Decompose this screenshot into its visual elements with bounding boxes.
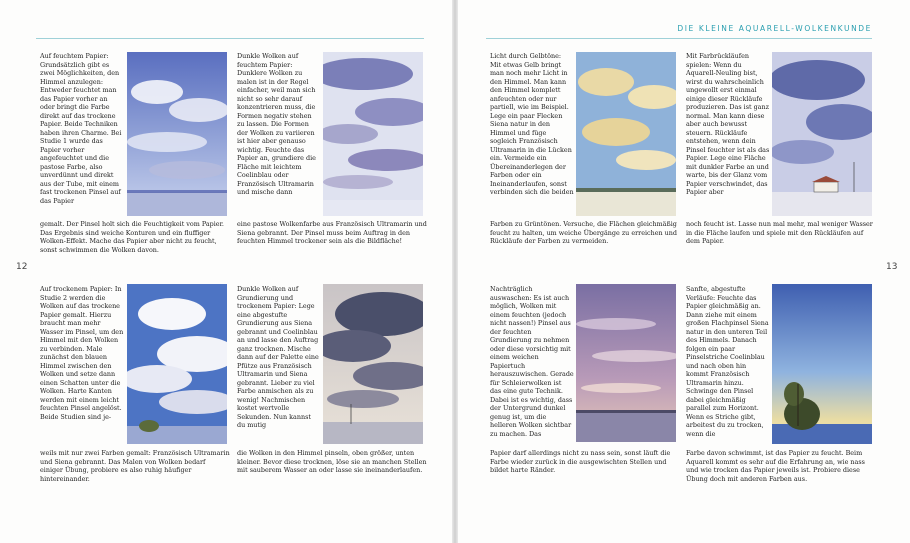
section-text: Es ist auch möglich, Wolken mit einem feuchten (jedoch nicht nassen!) Pinsel aus der feuchten Grundierung zu nehmen oder diese vorsichtig mit einem weichen Papiertuch herauszuwischen. Gerade für Schleierwolken ist das eine gute Technik. Dabei ist es wichtig, dass der Untergrund dunkel genug ist, um die helleren Wolken sichtbar zu machen. Das bbox=[490, 293, 574, 438]
left-header-rule bbox=[36, 38, 424, 39]
section-graded-wash-continued: Farbe davon schwimmt, ist das Papier zu feucht. Beim Aquarell kommt es sehr auf die Erfahrung an, wie nass und wie trocken das Papier jeweils ist. Probiere diese Übung doch mit anderen Farben aus. bbox=[686, 449, 865, 483]
section-heading: Dunkle Wolken auf feuchtem Papier: bbox=[237, 52, 299, 69]
section-text: Grundsätzlich gibt es zwei Möglichkeiten, den Himmel anzulegen: Entweder feuchtet man das Papier vorher an oder bringt die Farbe direkt auf das trockene Papier. Beide Techniken haben ihren Charme. Bei Studie 1 wurde das Papier vorher angefeuchtet und die pastose Farbe, also unverdünnt und direkt aus der Tube, mit einem fast trockenen Pinsel auf das Papier bbox=[40, 60, 122, 205]
section-text: Feuchte das Papier gleichmäßig an. Dann ziehe mit einem großen Flachpinsel Siena natur in den unteren Teil des Himmels. Danach folgen ein paar Pinselstriche Coelinblau und nach oben hin kommt Französisch Ultramarin hinzu. Schwinge den Pinsel dabei gleichmäßig parallel zum Horizont. Wenn es Striche gibt, arbeitest du zu trocken, wenn die bbox=[686, 293, 769, 438]
section-heading: Auf trockenem Papier: bbox=[40, 285, 115, 293]
book-gutter bbox=[452, 0, 458, 543]
page-number-left: 12 bbox=[16, 262, 28, 272]
section-dark-clouds-primer-continued: die Wolken in den Himmel pinseln, oben größer, unten kleiner. Bevor diese trocknen, löse sie an manchen Stellen mit sauberem Wasser an oder lasse sie ineinanderlaufen. bbox=[237, 449, 427, 474]
section-dark-clouds-wet bbox=[237, 52, 321, 197]
section-backruns-continued: noch feucht ist. Lasse nun mal mehr, mal weniger Wasser in die Fläche laufen und spiele mit den Rückläufen auf dem Papier. bbox=[686, 220, 873, 245]
section-heading: Auf feuchtem Papier: bbox=[40, 52, 109, 60]
watercolor-study-dry-clouds bbox=[127, 284, 227, 444]
section-yellow-light-continued: Farben zu Grüntönen. Versuche, die Flächen gleichmäßig feucht zu halten, um weiche Übergänge zu erreichen und Rückläufe der Farben zu vermeiden. bbox=[490, 220, 677, 245]
running-header: DIE KLEINE AQUARELL-WOLKENKUNDE bbox=[677, 24, 872, 33]
section-wet-paper bbox=[40, 52, 124, 205]
watercolor-study-yellow-sky bbox=[576, 52, 676, 216]
section-wet-paper-continued: gemalt. Der Pinsel holt sich die Feuchtigkeit vom Papier. Das Ergebnis sind weiche Konturen und ein fluffiger Wolken-Effekt. Mache das Papier aber nicht zu feucht, sonst schwimmen die Wolken davon. bbox=[40, 220, 224, 254]
section-backruns bbox=[686, 52, 770, 197]
watercolor-study-backruns bbox=[772, 52, 872, 216]
section-text: Dunklere Wolken zu malen ist in der Regel einfacher, weil man sich nicht so sehr darauf konzentrieren muss, die Formen negativ stehen zu lassen. Die Formen der Wolken zu variieren ist hier aber genauso wichtig. Feuchte das Papier an, grundiere die Fläche mit leichtem Coelinblau oder Französisch Ultramarin und mische dann bbox=[237, 69, 316, 196]
watercolor-study-lifted-clouds bbox=[576, 284, 676, 442]
section-text: Lege eine abgestufte Grundierung aus Siena gebrannt und Coelinblau an und lasse den Auftrag ganz trocknen. Mische dann auf der Palette eine Pfütze aus Französisch Ultramarin und Siena gebrannt. Lieber zu viel Farbe anmischen als zu wenig! Nachmischen kostet wertvolle Sekunden. Nun kannst du mutig bbox=[237, 302, 319, 429]
section-lift-out bbox=[490, 285, 574, 438]
watercolor-study-graded-sky bbox=[772, 284, 872, 444]
section-heading: Dunkle Wolken auf Grundierung und trockenem Papier: bbox=[237, 285, 299, 310]
section-dark-clouds-primer bbox=[237, 285, 321, 430]
section-heading: Nachträglich auswaschen: bbox=[490, 285, 534, 302]
section-text: Wenn du Aquarell-Neuling bist, wirst du wahrscheinlich ungewollt erst einmal einige dieser Rückläufe produzieren. Das ist ganz normal. Man kann diese aber auch bewusst steuern. Rückläufe entstehen, wenn dein Pinsel feuchter ist als das Papier. Lege eine Fläche mit dunkler Farbe an und warte, bis der Glanz vom Papier verschwindet, das Papier aber bbox=[686, 60, 770, 196]
section-text: In Studie 2 werden die Wolken auf das trockene Papier gemalt. Hierzu braucht man mehr Wasser im Pinsel, um den Himmel mit den Wolken zu verbinden. Male zunächst den blauen Himmel zwischen den Wolken und setze dann einen Schatten unter die Wolken. Harte Kanten werden mit einem leicht feuchten Pinsel angelöst. Beide Studien sind je- bbox=[40, 285, 124, 421]
page-number-right: 13 bbox=[886, 262, 898, 272]
section-text: Mit etwas Gelb bringt man noch mehr Licht in den Himmel. Man kann den Himmel komplett anfeuchten oder nur partiell, wie im Beispiel. Lege ein paar Flecken Siena natur in den Himmel und füge sogleich Französisch Ultramarin in die Lücken ein. Vermeide ein Übereinanderlegen der Farben oder ein Ineinanderlaufen, sonst verbinden sich die beiden bbox=[490, 60, 574, 196]
section-lift-out-continued: Papier darf allerdings nicht zu nass sein, sonst läuft die Farbe wieder zurück in die ausgewischten Stellen und bildet harte Ränder. bbox=[490, 449, 671, 474]
section-heading: Mit Farbrückläufen spielen: bbox=[686, 52, 749, 69]
section-dry-paper bbox=[40, 285, 124, 421]
section-dry-paper-continued: weils mit nur zwei Farben gemalt: Französisch Ultramarin und Siena gebrannt. Das Malen von Wolken bedarf einiger Übung, probiere es also ruhig häufiger hintereinander. bbox=[40, 449, 230, 483]
section-yellow-light bbox=[490, 52, 574, 197]
section-dark-clouds-wet-continued: eine pastose Wolkenfarbe aus Französisch Ultramarin und Siena gebrannt. Der Pinsel muss beim Auftrag in den feuchten Himmel trockener sein als die Bildfläche! bbox=[237, 220, 427, 245]
section-heading: Sanfte, abgestufte Verläufe: bbox=[686, 285, 746, 302]
watercolor-study-stormy-clouds bbox=[323, 284, 423, 444]
watercolor-study-wet-clouds bbox=[127, 52, 227, 216]
section-graded-wash bbox=[686, 285, 770, 438]
section-heading: Licht durch Gelbtöne: bbox=[490, 52, 562, 60]
right-header-rule bbox=[486, 38, 872, 39]
watercolor-study-dark-clouds bbox=[323, 52, 423, 216]
